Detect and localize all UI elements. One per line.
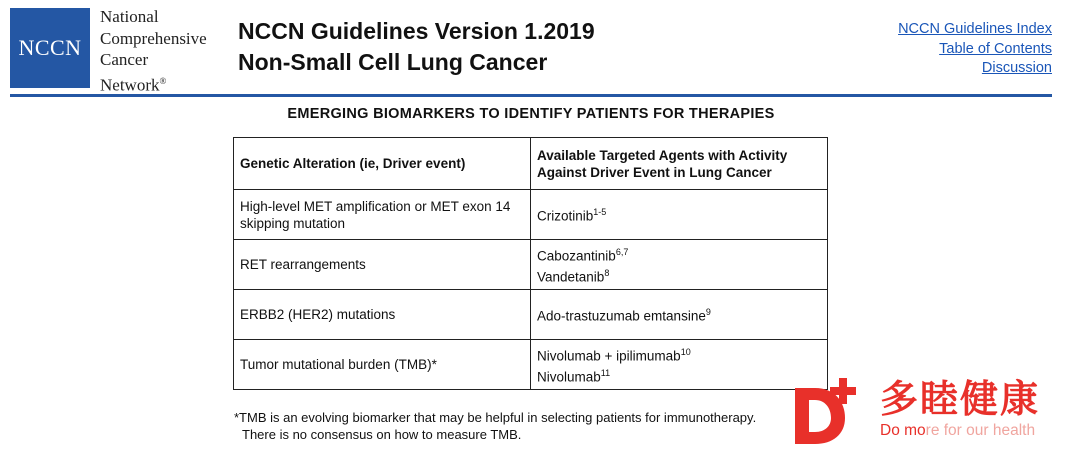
watermark-slogan — [880, 422, 1035, 440]
agent-name: Nivolumab + ipilimumab — [537, 348, 681, 364]
section-title: EMERGING BIOMARKERS TO IDENTIFY PATIENTS FOR THERAPIES — [287, 106, 775, 122]
alteration-cell: ERBB2 (HER2) mutations — [234, 290, 531, 340]
table-row — [234, 290, 828, 340]
title-line-2: Non-Small Cell Lung Cancer — [238, 49, 548, 75]
slogan-part-2: re for our health — [925, 422, 1036, 439]
agents-cell — [531, 190, 828, 240]
org-line: National — [100, 7, 159, 26]
header-alteration: Genetic Alteration (ie, Driver event) — [234, 138, 531, 190]
guidelines-index-link[interactable]: NCCN Guidelines Index — [898, 21, 1052, 37]
slogan-part-1: Do mo — [880, 422, 926, 439]
table-row — [234, 240, 828, 290]
org-line: Cancer — [100, 50, 149, 69]
agents-cell — [531, 290, 828, 340]
table-of-contents-link[interactable]: Table of Contents — [939, 40, 1052, 57]
nav-links — [898, 20, 1052, 79]
trademark: ® — [159, 75, 167, 86]
watermark-brand: 多睦健康 — [880, 377, 1041, 421]
title-line-1: NCCN Guidelines Version 1.2019 — [238, 18, 595, 44]
org-line: Comprehensive — [100, 28, 207, 48]
agents-cell — [531, 240, 828, 290]
logo-abbrev: NCCN — [18, 35, 82, 60]
page-title — [238, 16, 595, 78]
agent-name: Vandetanib — [537, 269, 605, 284]
alteration-cell: RET rearrangements — [234, 240, 531, 290]
agent-name: Nivolumab — [537, 369, 601, 384]
table-header-row — [234, 138, 828, 190]
agent-ref: 1-5 — [593, 207, 607, 218]
header-agents: Available Targeted Agents with Activity Against Driver Event in Lung Cancer — [531, 138, 828, 190]
agent-ref: 6,7 — [615, 247, 629, 257]
nccn-logo — [10, 8, 90, 88]
agent-name: Crizotinib — [537, 208, 594, 224]
agent-name: Cabozantinib — [537, 248, 616, 264]
agent-ref: 11 — [600, 367, 611, 378]
discussion-link[interactable]: Discussion — [981, 60, 1052, 76]
agents-cell — [531, 340, 828, 390]
table-row — [234, 340, 828, 390]
footnote-line-2: There is no consensus on how to measure TMB. — [242, 427, 522, 442]
alteration-cell: Tumor mutational burden (TMB)* — [234, 340, 531, 390]
agent-ref: 8 — [604, 267, 610, 278]
table-row — [234, 190, 828, 240]
tmb-footnote — [234, 409, 756, 443]
watermark-d-plus-logo-icon — [793, 378, 857, 444]
biomarker-table — [233, 137, 828, 390]
agent-ref: 9 — [705, 307, 711, 318]
header-divider — [10, 94, 1052, 97]
org-name — [100, 6, 207, 96]
alteration-cell: High-level MET amplification or MET exon 14 skipping mutation — [234, 190, 531, 240]
agent-name: Ado-trastuzumab emtansine — [537, 308, 706, 324]
agent-ref: 10 — [680, 347, 691, 357]
footnote-line-1: *TMB is an evolving biomarker that may be helpful in selecting patients for immunotherapy. — [234, 410, 757, 425]
org-line: Network® — [100, 75, 167, 95]
